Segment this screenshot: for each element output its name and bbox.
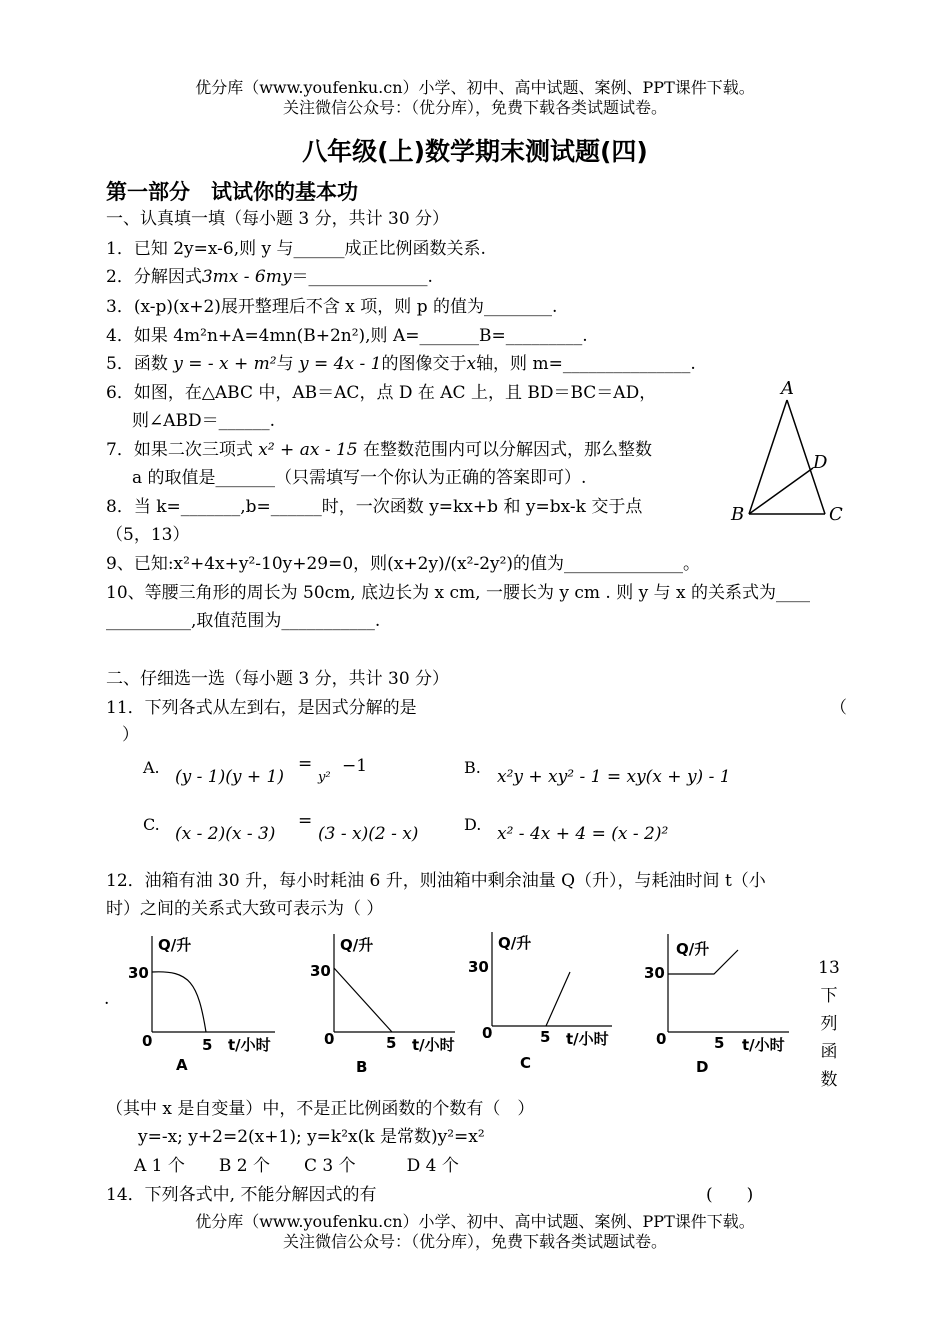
graph-a <box>120 928 290 1078</box>
section-two-heading: 二、仔细选一选（每小题 3 分，共计 30 分） <box>106 669 450 689</box>
graph-c-q-label: Q/升 <box>498 934 532 952</box>
triangle-label-a: A <box>781 378 794 399</box>
question-11: 11．下列各式从左到右，是因式分解的是 <box>106 698 417 718</box>
question-13-options: A 1 个 B 2 个 C 3 个 D 4 个 <box>134 1156 459 1176</box>
graph-a-origin: 0 <box>142 1032 153 1050</box>
graph-c-line <box>546 972 570 1026</box>
triangle-figure <box>725 372 855 532</box>
question-7-line-1 <box>106 439 652 461</box>
q7-math: x² + ax - 15 <box>258 440 358 460</box>
q11-option-a-right: y² <box>318 770 331 785</box>
question-12-line-2: 时）之间的关系式大致可表示为（ ） <box>106 899 384 919</box>
graph-a-curve <box>152 972 206 1032</box>
header-line-2: 关注微信公众号：（优分库），免费下载各类试题试卷。 <box>282 98 667 117</box>
graph-b-q-label: Q/升 <box>340 936 374 954</box>
question-12-line-1: 12．油箱有油 30 升，每小时耗油 6 升，则油箱中剩余油量 Q（升），与耗油时间 t（小 <box>106 871 766 891</box>
graph-b-line <box>334 968 392 1032</box>
q5-math-1: y = - x + m² <box>173 354 277 374</box>
section-one-heading: 一、认真填一填（每小题 3 分，共计 30 分） <box>106 209 450 229</box>
triangle-segment-bd <box>749 468 813 514</box>
graph-b-y-tick: 30 <box>310 962 331 980</box>
q2-prefix: 2．分解因式 <box>106 267 202 287</box>
graph-d-t-label: t/小时 <box>742 1036 785 1054</box>
graph-a-y-tick: 30 <box>128 964 149 982</box>
q11-option-d-expr: x² - 4x + 4 = (x - 2)² <box>497 824 669 844</box>
q13-dot: . <box>104 989 110 1009</box>
triangle-label-c: C <box>829 504 843 525</box>
question-10-line-1: 10、等腰三角形的周长为 50cm, 底边长为 x cm, 一腰长为 y cm . 则 y 与 x 的关系式为____ <box>106 583 811 603</box>
q5-math-2: y = 4x - 1 <box>299 354 382 374</box>
question-4: 4．如果 4m²n+A=4mn(B+2n²),则 A=_______B=_________. <box>106 326 588 346</box>
graph-d-origin: 0 <box>656 1030 667 1048</box>
graph-b-t-label: t/小时 <box>412 1036 455 1054</box>
question-6-line-2: 则∠ABD＝______. <box>132 411 276 431</box>
graph-c-x-tick: 5 <box>540 1028 551 1046</box>
graph-a-q-label: Q/升 <box>158 936 192 954</box>
page-title: 八年级(上)数学期末测试题(四) <box>302 137 648 166</box>
question-13-line-1: （其中 x 是自变量）中，不是正比例函数的个数有（ ） <box>106 1099 535 1119</box>
q11-paren-close: ） <box>122 725 139 745</box>
graph-d <box>634 928 804 1078</box>
q11-option-c-left: (x - 2)(x - 3) <box>175 824 276 844</box>
question-6-line-1: 6．如图，在△ABC 中，AB＝AC，点 D 在 AC 上，且 BD＝BC＝AD， <box>106 383 657 403</box>
graph-b-name: B <box>356 1058 368 1076</box>
question-14: 14．下列各式中, 不能分解因式的有 <box>106 1185 377 1205</box>
q11-option-b-label: B. <box>464 758 481 777</box>
graph-a-x-tick: 5 <box>202 1036 213 1054</box>
question-5 <box>106 353 696 375</box>
graph-b-x-tick: 5 <box>386 1034 397 1052</box>
question-13-line-2: y=-x; y+2=2(x+1); y=k²x(k 是常数)y²=x² <box>138 1127 485 1147</box>
footer-line-2: 关注微信公众号：（优分库），免费下载各类试题试卷。 <box>282 1232 667 1251</box>
q2-math: 3mx - 6my <box>201 267 292 287</box>
graph-a-name: A <box>176 1056 188 1074</box>
question-13-side-text: 13下列函数 <box>818 958 840 1090</box>
triangle-side-ab <box>749 400 787 514</box>
header-line-1: 优分库（www.youfenku.cn）小学、初中、高中试题、案例、PPT课件下载。 <box>195 78 755 97</box>
q11-option-a-label: A. <box>143 758 160 777</box>
q11-option-c-right: (3 - x)(2 - x) <box>318 824 419 844</box>
graph-d-y-tick: 30 <box>644 964 665 982</box>
q2-suffix: ＝______________. <box>291 267 433 287</box>
q11-option-a-tail: −1 <box>342 756 368 776</box>
question-8-line-2: （5，13） <box>106 525 190 545</box>
graph-c-y-tick: 30 <box>468 958 489 976</box>
q5-post: 的图像交于 <box>381 354 467 374</box>
graph-a-t-label: t/小时 <box>228 1036 271 1054</box>
q11-option-a-left: (y - 1)(y + 1) <box>175 767 284 787</box>
q11-option-a-eq: = <box>298 754 313 774</box>
q5-mid: 与 <box>276 354 294 374</box>
graph-b <box>300 928 470 1078</box>
question-8-line-1: 8．当 k=_______,b=______时，一次函数 y=kx+b 和 y=bx-k 交于点 <box>106 497 643 517</box>
q5-end: 轴，则 m=_______________. <box>476 354 696 374</box>
q14-paren: ( ) <box>706 1185 754 1205</box>
question-3: 3．(x-p)(x+2)展开整理后不含 x 项，则 p 的值为________. <box>106 297 558 317</box>
q11-option-c-eq: = <box>298 811 313 831</box>
q7-suffix: 在整数范围内可以分解因式，那么整数 <box>363 440 653 460</box>
q11-option-b-expr: x²y + xy² - 1 = xy(x + y) - 1 <box>497 767 731 787</box>
question-2 <box>106 266 433 288</box>
question-7-line-2: a 的取值是_______（只需填写一个你认为正确的答案即可）. <box>132 468 587 488</box>
q11-option-d-label: D. <box>464 815 482 834</box>
graph-d-name: D <box>696 1058 709 1076</box>
graph-d-x-tick: 5 <box>714 1034 725 1052</box>
q5-axis: x <box>466 354 477 374</box>
q7-prefix: 7．如果二次三项式 <box>106 440 253 460</box>
triangle-label-d: D <box>813 452 828 473</box>
q11-paren-open: （ <box>830 698 847 718</box>
question-10-line-2: __________,取值范围为___________. <box>106 611 381 631</box>
graph-b-origin: 0 <box>324 1030 335 1048</box>
q11-option-c-label: C. <box>143 815 160 834</box>
part-one-heading: 第一部分 试试你的基本功 <box>106 180 358 204</box>
graph-c-name: C <box>520 1054 532 1072</box>
graph-c-origin: 0 <box>482 1024 493 1042</box>
footer-line-1: 优分库（www.youfenku.cn）小学、初中、高中试题、案例、PPT课件下载。 <box>195 1212 755 1231</box>
graph-c-t-label: t/小时 <box>566 1030 609 1048</box>
triangle-label-b: B <box>731 504 745 525</box>
q5-prefix: 5．函数 <box>106 354 168 374</box>
question-1: 1．已知 2y=x-6,则 y 与______成正比例函数关系. <box>106 239 486 259</box>
graph-d-q-label: Q/升 <box>676 940 710 958</box>
question-9: 9、已知:x²+4x+y²-10y+29=0，则(x+2y)/(x²-2y²)的值为______________。 <box>106 554 701 574</box>
graph-c <box>462 924 632 1074</box>
